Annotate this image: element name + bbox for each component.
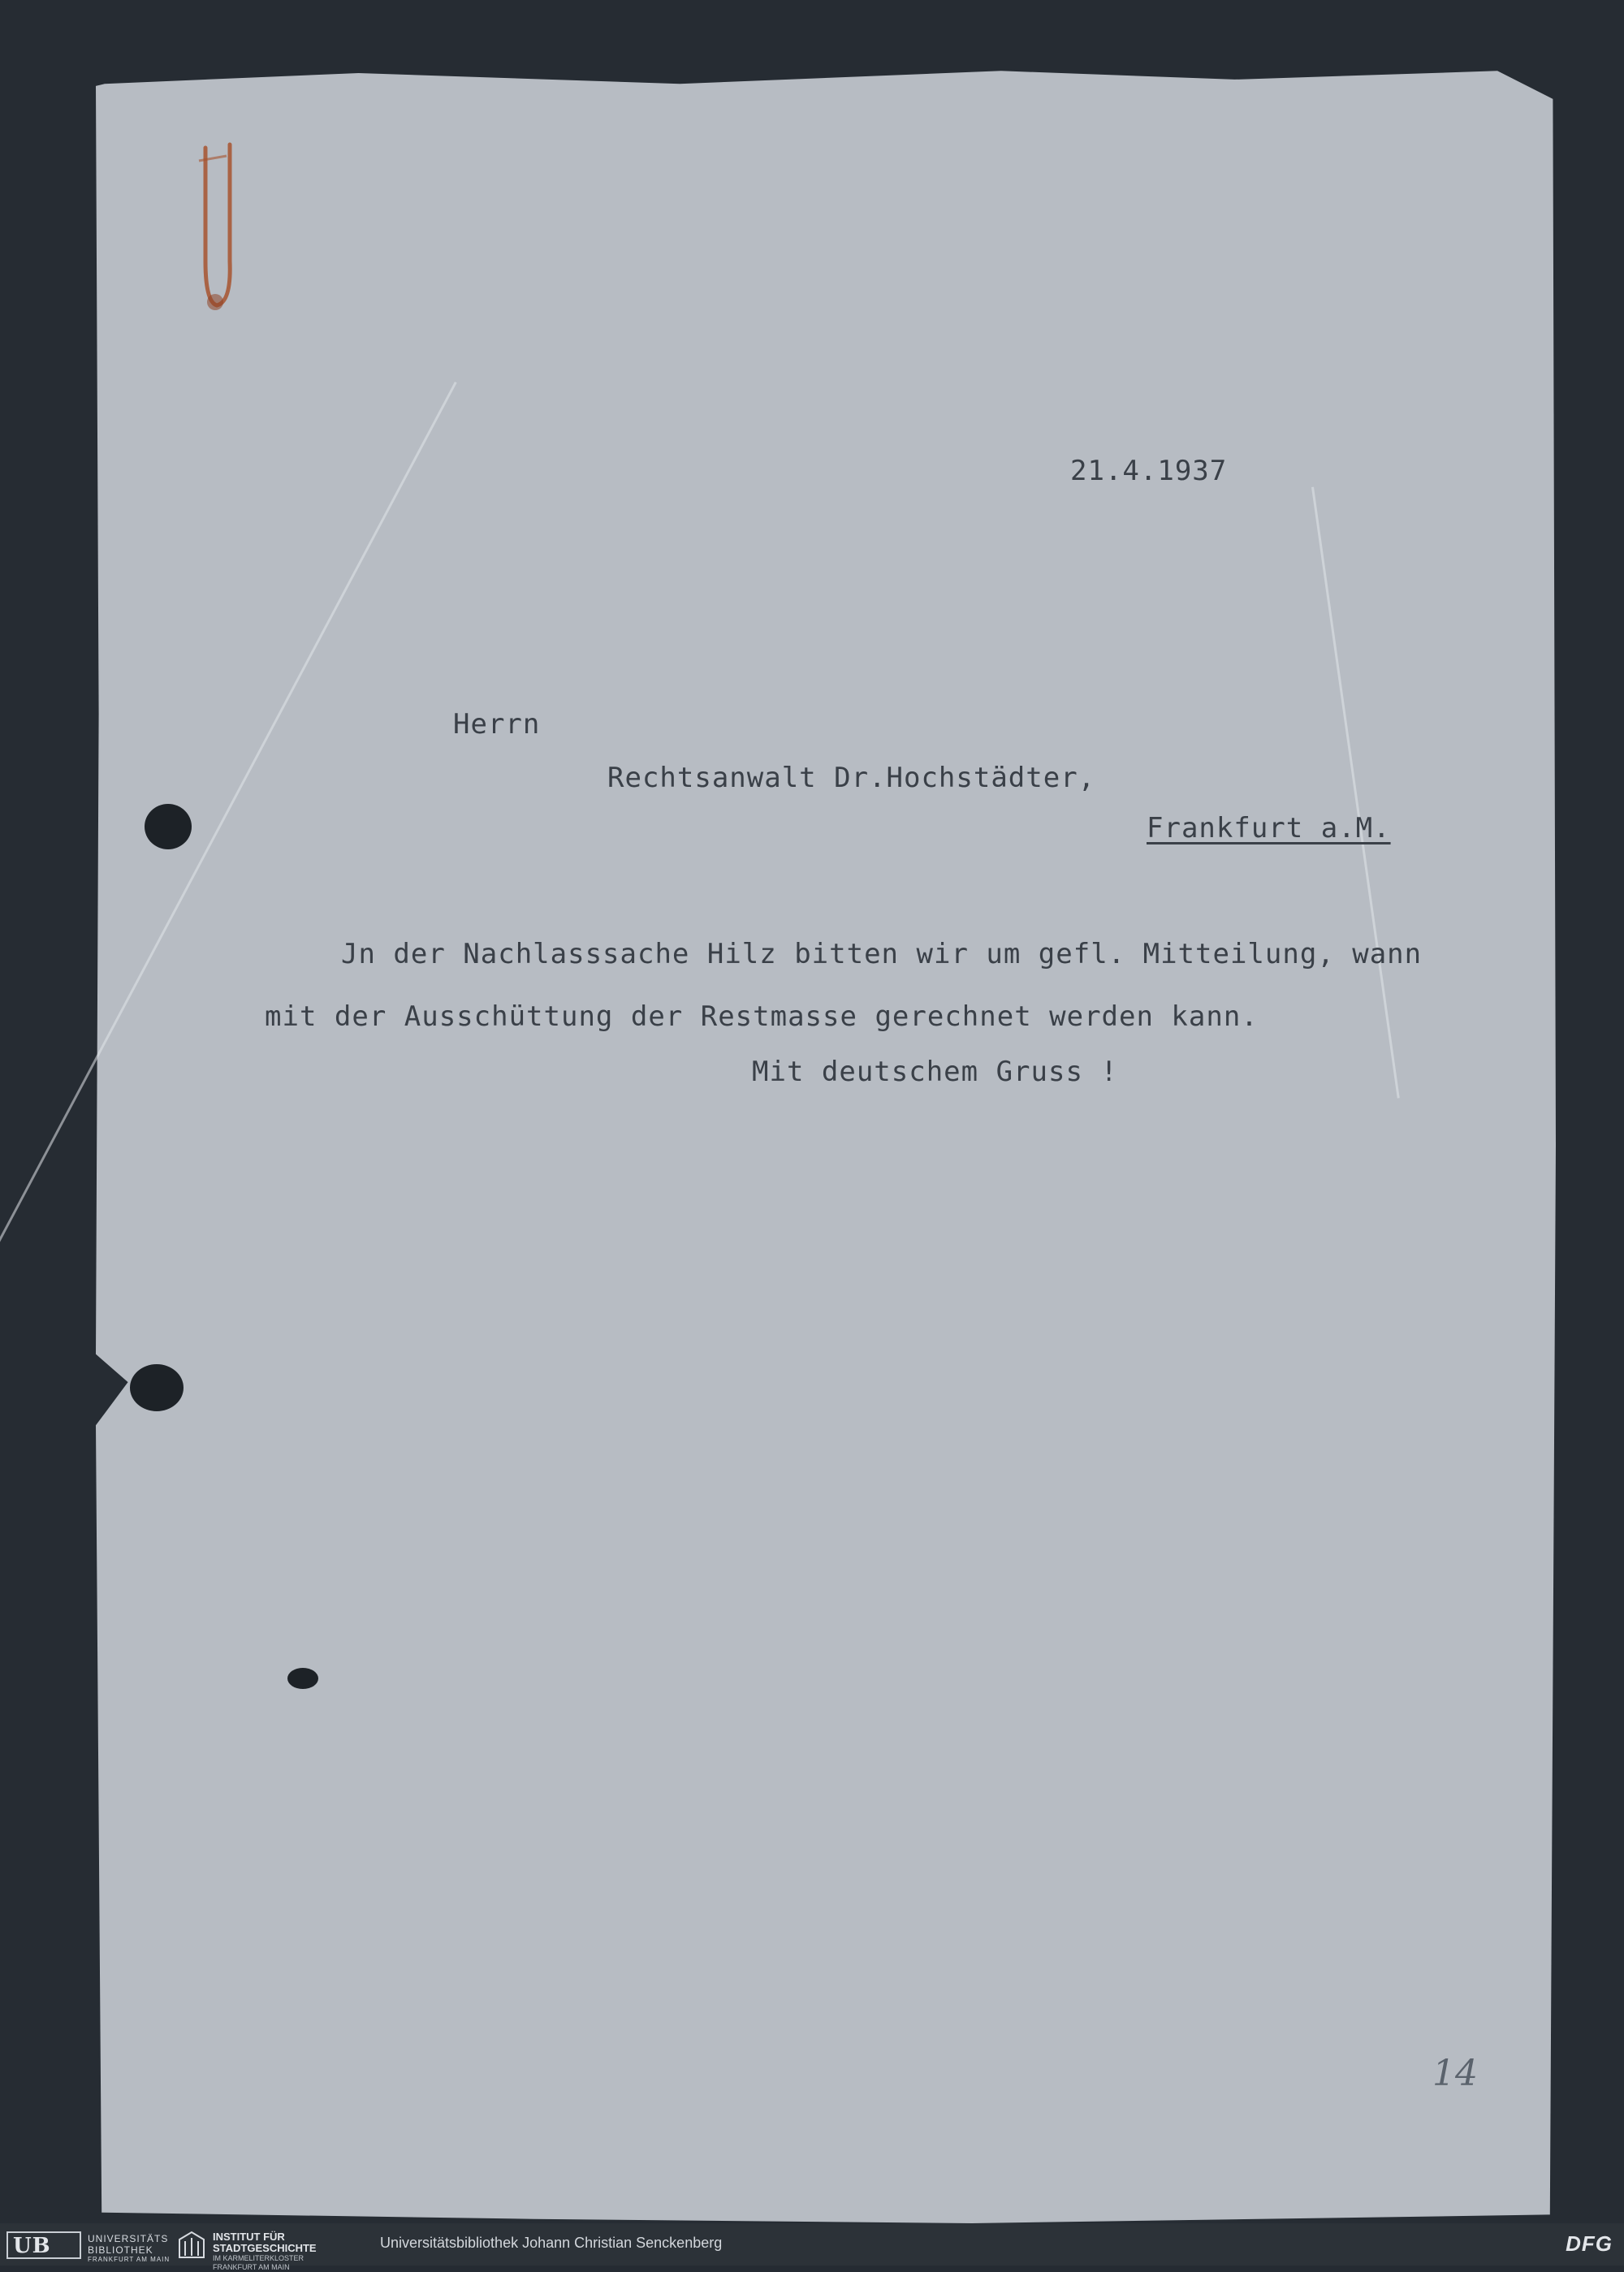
building-icon xyxy=(177,2230,206,2259)
letter-salutation: Herrn xyxy=(453,708,541,741)
ub-logo-mark: UB xyxy=(13,2234,51,2258)
ub-logo-line: FRANKFURT AM MAIN xyxy=(88,2256,171,2263)
letter-recipient: Rechtsanwalt Dr.Hochstädter, xyxy=(607,762,1096,794)
isg-logo-text xyxy=(213,2231,317,2272)
ub-logo-line: BIBLIOTHEK xyxy=(88,2244,153,2256)
letter-body-line-1: Jn der Nachlasssache Hilz bitten wir um gefl. Mitteilung, wann xyxy=(341,938,1423,970)
ub-logo xyxy=(6,2231,171,2263)
isg-logo-line: INSTITUT FÜR xyxy=(213,2231,285,2243)
footer-bar xyxy=(0,2223,1624,2271)
letter-closing: Mit deutschem Gruss ! xyxy=(752,1056,1118,1088)
punch-hole xyxy=(130,1364,184,1411)
footer-credit: Universitätsbibliothek Johann Christian Senckenberg xyxy=(380,2235,723,2251)
paper-sheet xyxy=(96,67,1556,2223)
ub-logo-line: UNIVERSITÄTS xyxy=(88,2233,169,2244)
isg-logo-line: IM KARMELITERKLOSTER xyxy=(213,2254,304,2262)
punch-hole xyxy=(145,804,192,849)
paperclip-rust-mark xyxy=(191,140,240,314)
letter-body-line-2: mit der Ausschüttung der Restmasse gerechnet werden kann. xyxy=(265,1000,1259,1033)
letter-date: 21.4.1937 xyxy=(1070,455,1228,487)
punch-hole xyxy=(287,1668,318,1689)
ub-logo-text xyxy=(88,2233,170,2263)
handwritten-page-number: 14 xyxy=(1432,2053,1478,2094)
letter-city: Frankfurt a.M. xyxy=(1147,812,1391,844)
ub-logo-frame xyxy=(6,2231,81,2259)
isg-logo-line: STADTGESCHICHTE xyxy=(213,2242,317,2254)
dfg-logo: DFG xyxy=(1566,2231,1613,2256)
isg-logo xyxy=(177,2230,364,2271)
isg-logo-line: FRANKFURT AM MAIN xyxy=(213,2263,290,2271)
